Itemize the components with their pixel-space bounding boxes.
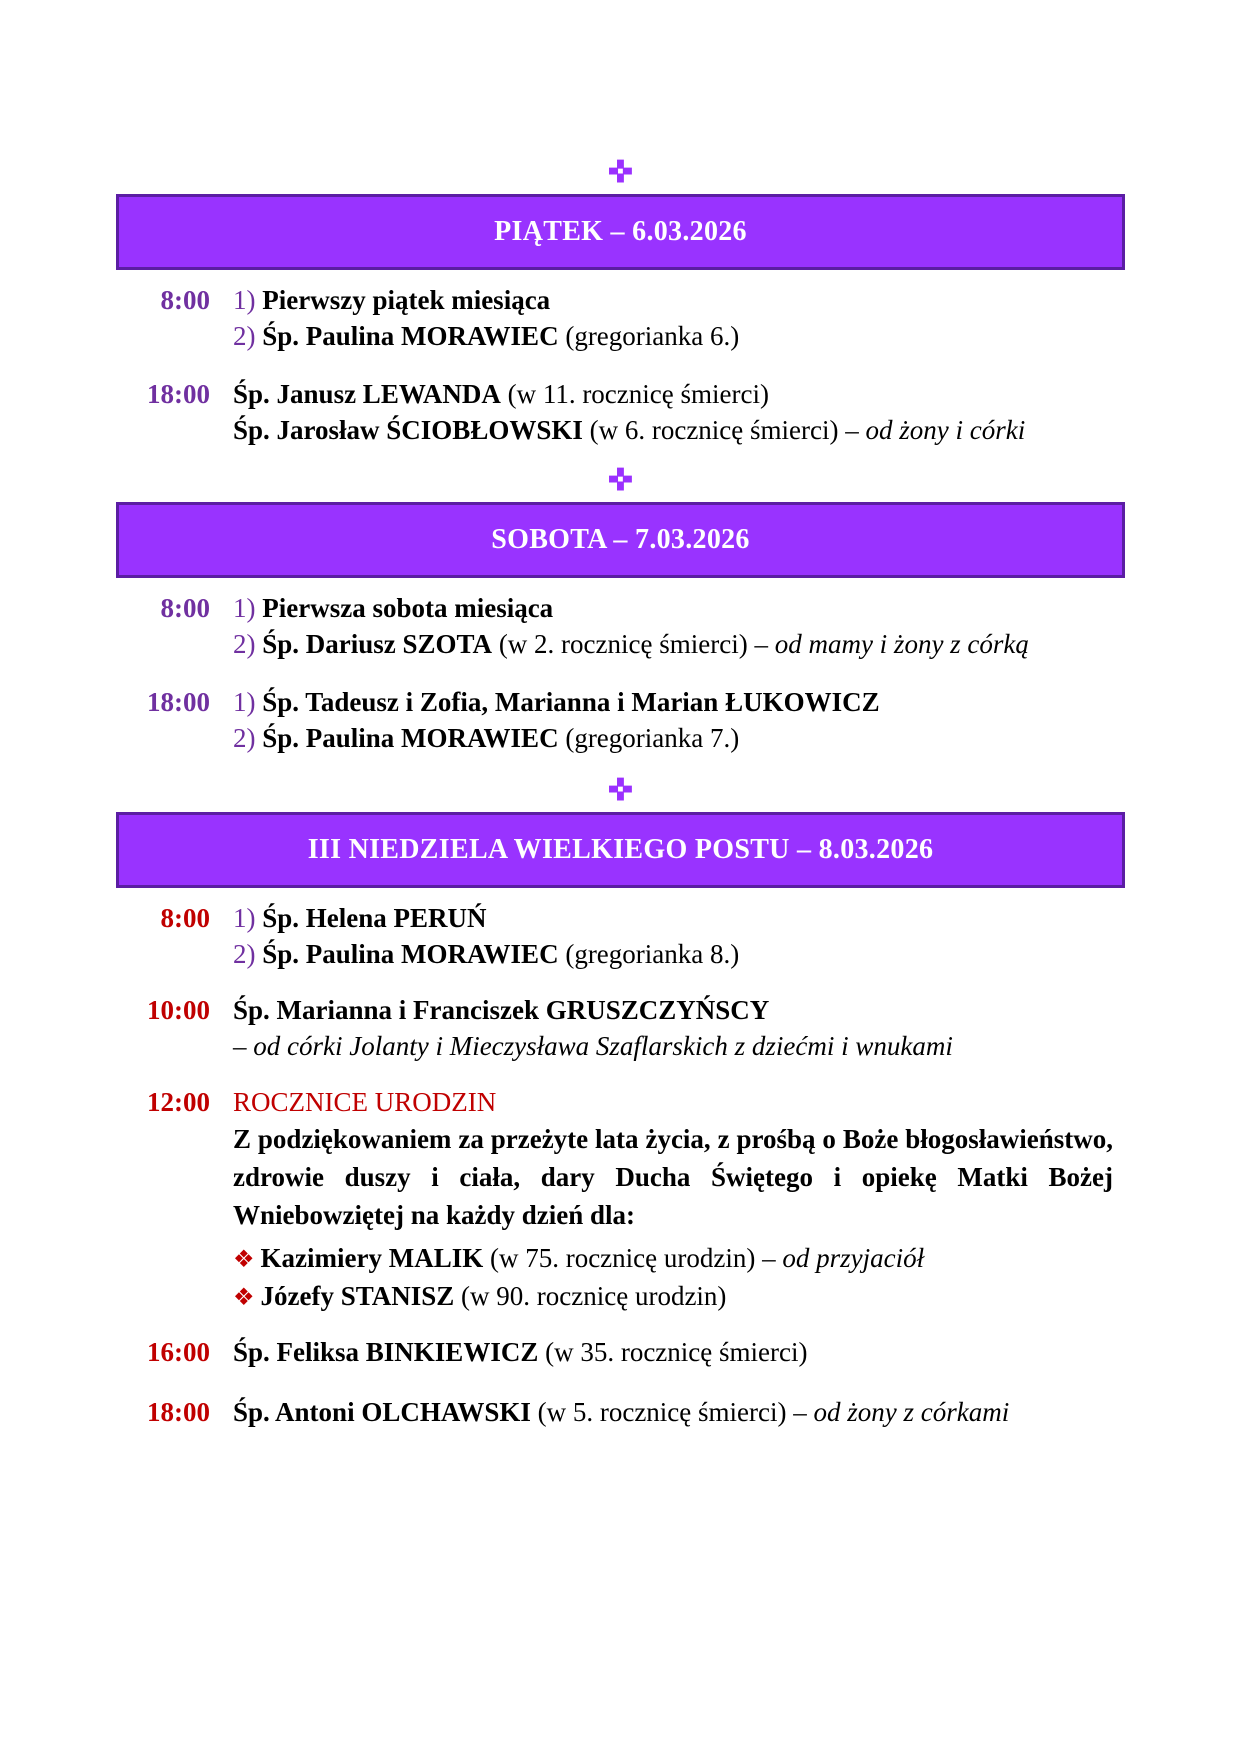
intention-list [233, 1334, 1123, 1370]
intention-line: – od córki Jolanty i Mieczysława Szaflarskich z dziećmi i wnukami [233, 1031, 953, 1061]
day-header-saturday: SOBOTA – 7.03.2026 [116, 502, 1125, 578]
birthday-item: ❖ Kazimiery MALIK (w 75. rocznicę urodzin) – od przyjaciół [233, 1243, 925, 1273]
intention-line: 2) Śp. Paulina MORAWIEC (gregorianka 6.) [233, 321, 740, 351]
intention-line: Śp. Marianna i Franciszek GRUSZCZYŃSCY [233, 995, 770, 1025]
intention-line: Śp. Antoni OLCHAWSKI (w 5. rocznicę śmierci) – od żony z córkami [233, 1397, 1010, 1427]
day-header-sunday: III NIEDZIELA WIELKIEGO POSTU – 8.03.2026 [116, 812, 1125, 888]
mass-time: 18:00 [147, 379, 210, 409]
day-header-friday: PIĄTEK – 6.03.2026 [116, 194, 1125, 270]
intention-line: 2) Śp. Paulina MORAWIEC (gregorianka 8.) [233, 939, 740, 969]
intention-line: 1) Pierwszy piątek miesiąca [233, 285, 551, 315]
mass-time: 16:00 [147, 1337, 210, 1367]
intention-line: 1) Śp. Tadeusz i Zofia, Marianna i Marian ŁUKOWICZ [233, 687, 880, 717]
cross-icon: ✜ [607, 156, 634, 189]
mass-time: 8:00 [160, 903, 210, 933]
intention-line: 2) Śp. Paulina MORAWIEC (gregorianka 7.) [233, 723, 740, 753]
intention-line: 2) Śp. Dariusz SZOTA (w 2. rocznicę śmierci) – od mamy i żony z córką [233, 629, 1029, 659]
mass-time: 18:00 [147, 1397, 210, 1427]
intention-line: Śp. Jarosław ŚCIOBŁOWSKI (w 6. rocznicę śmierci) – od żony i córki [233, 415, 1026, 445]
intention-list [233, 590, 1123, 662]
bullet-icon: ❖ [233, 1247, 255, 1273]
intention-line: Śp. Feliksa BINKIEWICZ (w 35. rocznicę śmierci) [233, 1337, 808, 1367]
mass-time: 10:00 [147, 995, 210, 1025]
birthday-item: ❖ Józefy STANISZ (w 90. rocznicę urodzin) [233, 1281, 727, 1311]
intention-line: Śp. Janusz LEWANDA (w 11. rocznicę śmierci) [233, 379, 769, 409]
birthdays-paragraph: Z podziękowaniem za przeżyte lata życia, z prośbą o Boże błogosławieństwo, zdrowie duszy i ciała, dary Ducha Świętego i opiekę Matki Bożej Wniebowziętej na każdy dzień dla: [233, 1124, 1113, 1230]
mass-time: 12:00 [147, 1087, 210, 1117]
bullet-icon: ❖ [233, 1285, 255, 1311]
intention-list [233, 376, 1123, 448]
mass-time: 18:00 [147, 687, 210, 717]
intention-list [233, 684, 1123, 756]
mass-time: 8:00 [160, 285, 210, 315]
intention-list [233, 1084, 1123, 1316]
cross-icon: ✜ [607, 464, 634, 497]
intention-line: 1) Pierwsza sobota miesiąca [233, 593, 554, 623]
intention-list [233, 992, 1123, 1064]
mass-time: 8:00 [160, 593, 210, 623]
intention-list [233, 282, 1123, 354]
intention-line: 1) Śp. Helena PERUŃ [233, 903, 487, 933]
cross-icon: ✜ [607, 774, 634, 807]
intention-list [233, 900, 1123, 972]
birthdays-heading: ROCZNICE URODZIN [233, 1087, 497, 1117]
intention-list [233, 1394, 1123, 1430]
